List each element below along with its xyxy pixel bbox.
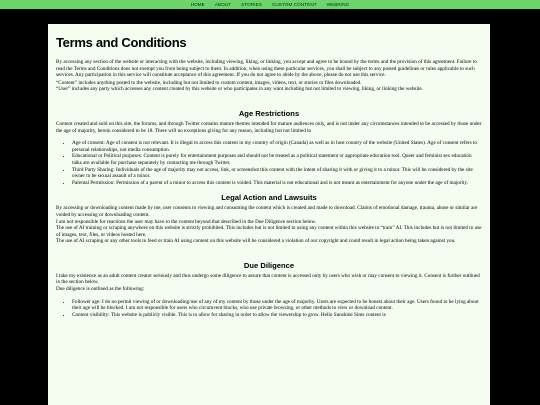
intro-paragraph: By accessing any section of the website or interacting with the website, including viewing, liking, or linking, you accept and agree to be bound by the terms and the provision of this agreement. Failure to read the Terms and Conditions does not exempt you from being subject to them. In addition, when using these particular services, you shall be subject to any posted guidelines or rules applicable to such services. Any participation in this service will constitute acceptance of this agreement. If you do not agree to abide by the above, please do not use this service. bbox=[56, 59, 477, 79]
list-item: • Parental Permission: Permission of a parent of a minor to access this content is voided. This material is not educational and is not meant as entertainment for anyone under the age of majority. bbox=[72, 180, 482, 187]
list-item: • Age of consent: Age of consent is not relevant. It is illegal to access this content in my country of origin (Canada) as well as in host country of the website (United States). Age of consent refers to personal relationships, not media consumption. bbox=[72, 140, 482, 153]
nav-item-custom-content[interactable]: CUSTOM CONTENT bbox=[271, 2, 317, 7]
nav-item-about[interactable]: ABOUT bbox=[214, 2, 232, 7]
age-list bbox=[62, 140, 482, 186]
content-definition: “Content” includes anything posted to the website, including but not limited to custom content, images, videos, text, or stories or files downloaded. bbox=[56, 79, 362, 86]
nav-item-stories[interactable]: STORIES bbox=[241, 2, 262, 7]
due-diligence-heading: Due Diligence bbox=[243, 260, 295, 270]
list-item: • Content visibility: This website is publicly visible. This is to allow for sharing in order to allow the viewership to grow. Hello Sunshine Sims content is bbox=[72, 312, 482, 319]
list-item: • Educational or Political purposes: Content is purely for entertainment purposes and should not be treated as a political statement or appropriate education tool. Queer and feminist sex education talks are available for purchase separately by contacting me through Twitter. bbox=[72, 153, 482, 166]
diligence-paragraph: I take my existence as an adult content creator seriously and thus undergo some diligence to assure that content is accessed only by users who wish or may consent to viewing it. Consent is further outlined in the section below. bbox=[56, 272, 480, 286]
age-restrictions-heading: Age Restrictions bbox=[238, 108, 300, 118]
content-panel bbox=[48, 24, 490, 405]
nav-item-webring[interactable]: WEBRING bbox=[326, 2, 350, 7]
page-title: Terms and Conditions bbox=[56, 35, 187, 50]
diligence-paragraph: Due diligence is outlined as the following: bbox=[56, 286, 145, 293]
top-nav bbox=[0, 0, 540, 9]
legal-paragraph: The use of AI scraping or any other tools to feed or train AI using content on this website will be considered a violation of our copyright and could result in legal action being taken against you. bbox=[56, 238, 456, 245]
legal-action-heading: Legal Action and Lawsuits bbox=[221, 193, 317, 203]
list-item: • Third Party Sharing: Individuals of the age of majority may not access, link, or screenshot this content with the intent of sharing it with or giving it to a minor. This will be considered by the site owner to be sexual assault of a minor. bbox=[72, 167, 482, 180]
nav-item-home[interactable]: HOME bbox=[190, 2, 205, 7]
legal-paragraph: I am not responsible for reactions the user may have to the content beyond that described in the Due Diligence section below. bbox=[56, 218, 317, 225]
user-definition: “User” includes any party which accesses any content created by this website or who participates in any want including but not limited to viewing, liking, or linking the website. bbox=[56, 86, 423, 93]
legal-paragraph: By accessing or downloading content made by me, user consents to viewing and consuming the content which is created and made to download. Claims of emotional damage, trauma, abuse or similar are voided by accessing or downloading content. bbox=[56, 205, 478, 218]
legal-paragraph: The use of AI training or scraping anywhere on this website is strictly prohibited. This includes but is not limited to using any content within this website to “train” AI. This includes but is not limited to use of images, text, files, or videos hosted here. bbox=[56, 225, 482, 238]
diligence-list bbox=[62, 299, 482, 319]
list-item: • Follower age: I do no permit viewing of or downloading/use of any of my content by those under the age of majority. Users are expected to be honest about their age. Users found to be lying about their age will be blocked. I am not responsible for users who circumvent blocks, who use private browsing, or other methods to view or download content. bbox=[72, 299, 482, 312]
age-intro: Content created and sold on this site, the forums, and through Twitter contains mature themes intended for mature audiences only, and is not under any circumstances intended to be accessed by those under the age of majority, herein considered to be 18. There will no exceptions giving for any reason, including but not limited to bbox=[56, 120, 482, 134]
